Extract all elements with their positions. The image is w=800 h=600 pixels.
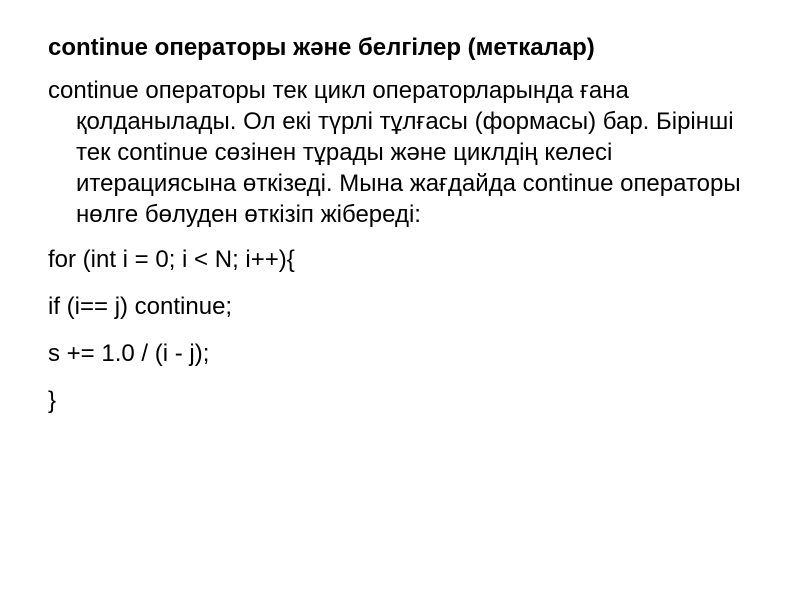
code-line: if (i== j) continue; [48, 293, 233, 320]
slide-body-text: continue операторы тек цикл операторларында ғана қолданылады. Ол екі түрлі тұлғасы (формасы) бар. Бірінші тек continue сөзінен тұрады және циклдің келесі итерациясына өткізеді. Мына жағдайда continue операторы нөлге бөлуден өткізіп жібереді: [48, 77, 741, 228]
slide-content [48, 32, 758, 432]
code-line: s += 1.0 / (i - j); [48, 340, 210, 367]
code-line: for (int i = 0; i < N; i++){ [48, 246, 295, 273]
code-line: } [48, 387, 57, 414]
slide-heading: continue операторы және белгілер (меткалар) [48, 34, 595, 61]
